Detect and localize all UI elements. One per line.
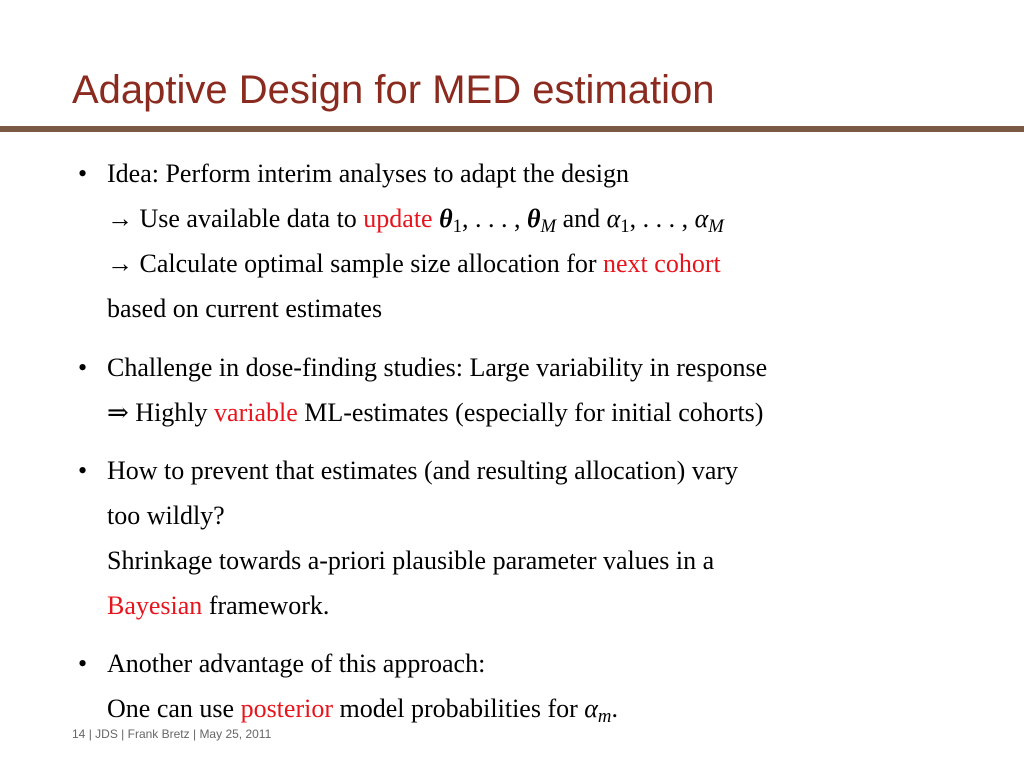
- bullet-3-line-3: Shrinkage towards a-priori plausible parameter values in a: [107, 546, 715, 575]
- bullet-4-line-2: One can use posterior model probabilities for $\alpha_m$.: [107, 694, 618, 728]
- bullet-2-line-1: Challenge in dose-finding studies: Large variability in response: [107, 353, 768, 382]
- implies-arrow-icon: ⇒: [107, 398, 129, 427]
- highlight-bayesian: Bayesian: [107, 591, 203, 620]
- bullet-2-line-2: ⇒ Highly variable ML-estimates (especially for initial cohorts): [107, 398, 764, 427]
- right-arrow-icon: →: [107, 249, 133, 278]
- bullet-1-line-3: → Calculate optimal sample size allocation for next cohort: [107, 249, 721, 278]
- bullet-3-line-2: too wildly?: [107, 501, 225, 530]
- bullet-4-line-1: Another advantage of this approach:: [107, 649, 486, 678]
- bullet-marker: •: [78, 353, 88, 382]
- slide-title: Adaptive Design for MED estimation: [72, 68, 715, 112]
- bullet-3-line-1: How to prevent that estimates (and resulting allocation) vary: [107, 456, 739, 485]
- bullet-marker: •: [78, 649, 88, 678]
- right-arrow-icon: →: [107, 204, 133, 233]
- event-name: JDS: [95, 727, 118, 741]
- highlight-next-cohort: next cohort: [603, 249, 721, 278]
- bullet-1-line-2: → Use available data to update $\theta_1$, . . . , $\theta_M$ and $\alpha_1$, . . . , $\alpha_M$: [107, 204, 724, 238]
- highlight-update: update: [363, 204, 433, 233]
- slide-date: May 25, 2011: [199, 727, 272, 741]
- bullet-3-line-4: Bayesian framework.: [107, 591, 330, 620]
- highlight-variable: variable: [214, 398, 298, 427]
- slide-footer: 14 | JDS | Frank Bretz | May 25, 2011: [72, 727, 272, 741]
- title-divider: [0, 126, 1024, 132]
- page-number: 14: [72, 727, 86, 741]
- bullet-marker: •: [78, 456, 88, 485]
- bullet-1-line-1: Idea: Perform interim analyses to adapt the design: [107, 159, 630, 188]
- highlight-posterior: posterior: [240, 694, 333, 723]
- author-name: Frank Bretz: [127, 727, 190, 741]
- bullet-1-line-4: based on current estimates: [107, 294, 383, 323]
- bullet-marker: •: [78, 159, 88, 188]
